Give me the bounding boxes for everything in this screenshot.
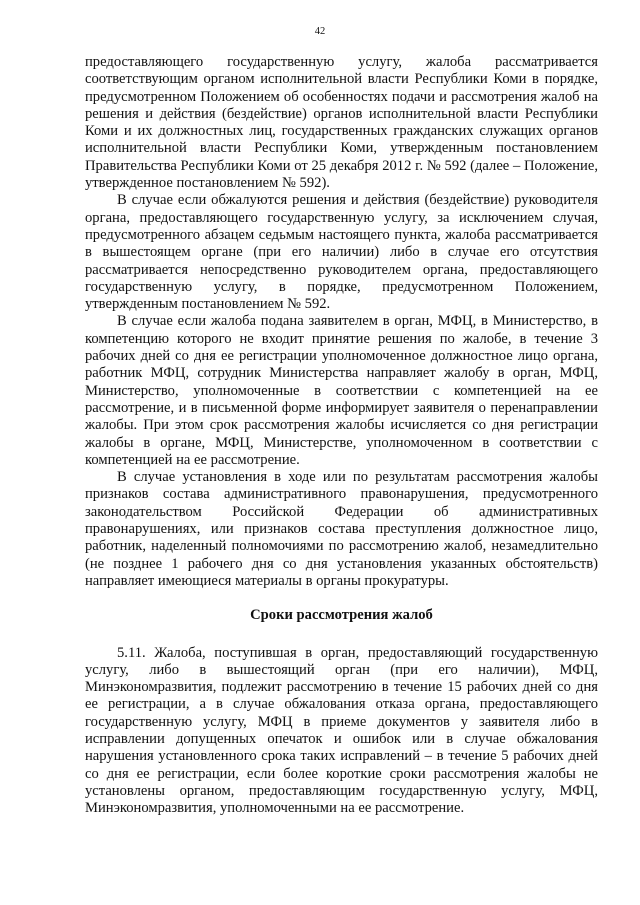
paragraph-continuation: предоставляющего государственную услугу, жалоба рассматривается соответствующим органом исполнительной власти Республики Коми в порядке, предусмотренном Положением об особенностях подачи и рассмотрения жалоб на решения и действия (бездействие) органов исполнительной власти Республики Коми и их должностных лиц, государственных гражданских служащих органов исполнительной власти Республики Коми, утвержденным постановлением Правительства Республики Коми от 25 декабря 2012 г. № 592 (далее – Положение, утвержденное постановлением № 592). — [85, 54, 598, 192]
paragraph-5-11: 5.11. Жалоба, поступившая в орган, предоставляющий государственную услугу, либо в вышестоящий орган (при его наличии), МФЦ, Минэкономразвития, подлежит рассмотрению в течение 15 рабочих дней со дня ее регистрации, а в случае обжалования отказа органа, предоставляющего государственную услугу, МФЦ в приеме документов у заявителя либо в исправлении допущенных опечаток и ошибок или в случае обжалования нарушения установленного срока таких исправлений – в течение 5 рабочих дней со дня ее регистрации, если более короткие сроки рассмотрения жалобы не установлены органом, предоставляющим государственную услугу, МФЦ, Минэкономразвития, уполномоченными на ее рассмотрение. — [85, 644, 598, 817]
paragraph-redirect-complaint: В случае если жалоба подана заявителем в орган, МФЦ, в Министерство, в компетенцию которого не входит принятие решения по жалобе, в течение 3 рабочих дней со дня ее регистрации уполномоченное должностное лицо органа, работник МФЦ, сотрудник Министерства направляет жалобу в орган, МФЦ, Министерство, уполномоченные в соответствии с компетенцией на ее рассмотрение, и в письменной форме информирует заявителя о перенаправлении жалобы. При этом срок рассмотрения жалобы исчисляется со дня регистрации жалобы в органе, МФЦ, Министерстве, уполномоченном в соответствии с компетенцией на ее рассмотрение. — [85, 313, 598, 468]
paragraph-prosecutor-referral: В случае установления в ходе или по результатам рассмотрения жалобы признаков состава административного правонарушения, предусмотренного законодательством Российской Федерации об административных правонарушениях, или признаков состава преступления должностное лицо, работник, наделенный полномочиями по рассмотрению жалоб, незамедлительно (не позднее 1 рабочего дня со дня установления указанных обстоятельств) направляет имеющиеся материалы в органы прокуратуры. — [85, 469, 598, 589]
section-heading: Сроки рассмотрения жалоб — [250, 607, 433, 624]
paragraph-head-of-organ: В случае если обжалуются решения и действия (бездействие) руководителя органа, предоставляющего государственную услугу, за исключением случая, предусмотренного абзацем седьмым настоящего пункта, жалоба рассматривается в вышестоящем органе (при его наличии) либо в случае его отсутствия рассматривается непосредственно руководителем органа, предоставляющего государственную услугу, в порядке, предусмотренном Положением, утвержденным постановлением № 592. — [85, 192, 598, 313]
page-number: 42 — [314, 26, 326, 37]
document-body — [85, 54, 598, 817]
